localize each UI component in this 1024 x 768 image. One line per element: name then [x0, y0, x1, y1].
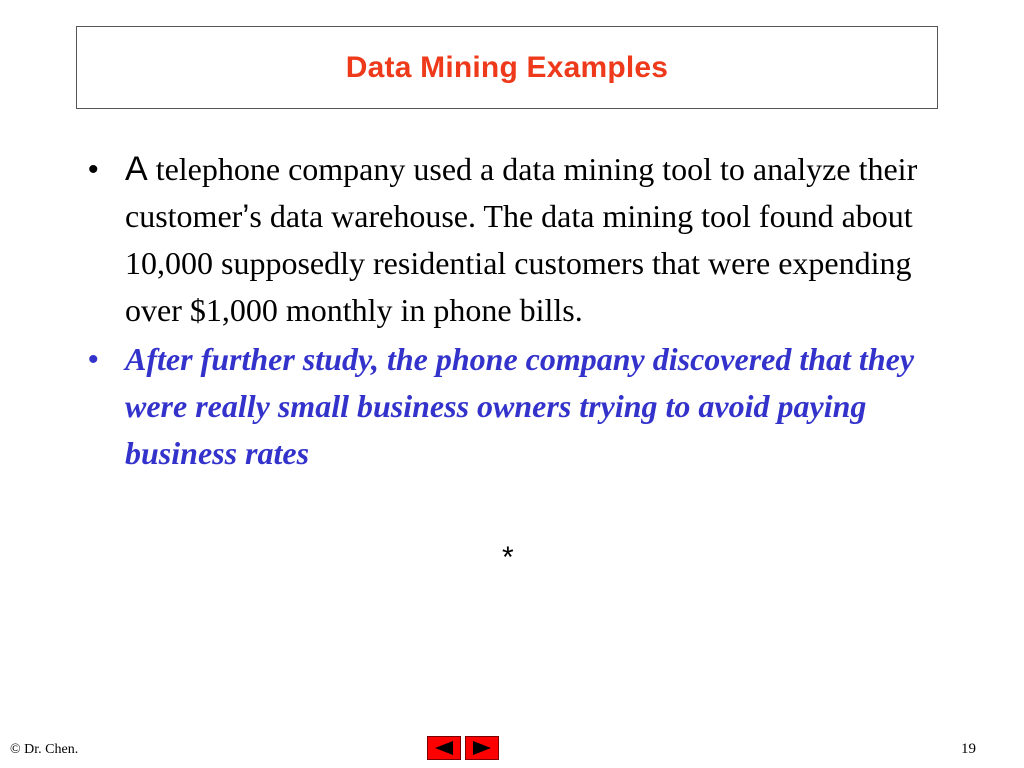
- bullet-marker: •: [88, 343, 99, 376]
- bullet-marker: •: [88, 153, 99, 186]
- previous-slide-button[interactable]: [427, 736, 461, 760]
- asterisk-mark: *: [502, 541, 514, 574]
- slide-navigation: [427, 736, 499, 760]
- bullet-item-1: [88, 146, 968, 334]
- bullet-item-2: [88, 336, 968, 477]
- bullet-apostrophe: ’: [242, 198, 250, 234]
- slide-title: Data Mining Examples: [345, 50, 669, 84]
- page-number: 19: [961, 741, 976, 757]
- bullet-text: After further study, the phone company discovered that they were really small business owners trying to avoid paying business rates: [125, 341, 915, 471]
- next-slide-button[interactable]: [465, 736, 499, 760]
- bullet-text-part2: s data warehouse. The data mining tool found about 10,000 supposedly residential customers that were expending over $1,000 monthly in phone bills.: [125, 198, 913, 328]
- title-box: [76, 26, 938, 109]
- bullet-list: [88, 146, 968, 477]
- triangle-left-icon: [433, 740, 455, 756]
- bullet-lead-letter: A: [125, 150, 148, 188]
- triangle-right-icon: [471, 740, 493, 756]
- bullet-text-part1: telephone company used a data mining tool to analyze their customer: [125, 151, 918, 234]
- footer-copyright: © Dr. Chen.: [10, 742, 79, 757]
